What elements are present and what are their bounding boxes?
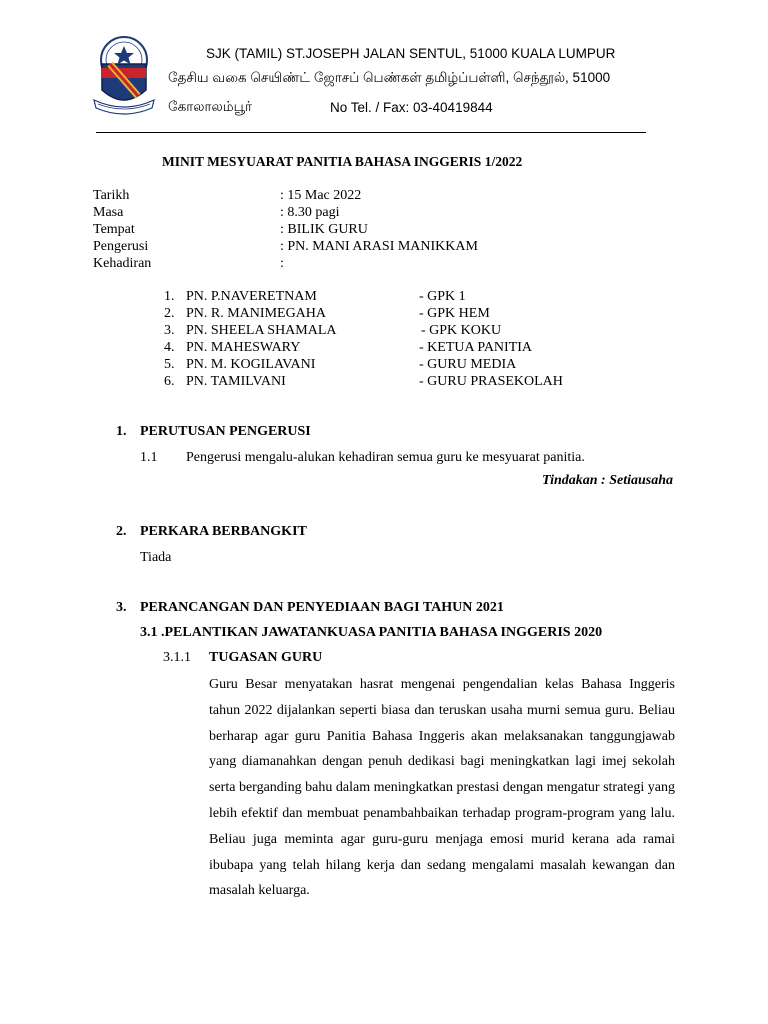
paragraph-line: melaksanakan tanggungjawab yang diamanahkan dengan penuh dedikasi xyxy=(209,728,675,770)
attendee-role: - GPK HEM xyxy=(419,306,490,321)
meta-label-tempat: Tempat xyxy=(93,222,135,237)
attendee-name: PN. M. KOGILAVANI xyxy=(186,357,316,372)
attendee-role: - GPK 1 xyxy=(419,289,466,304)
section2-heading: PERKARA BERBANGKIT xyxy=(140,524,307,539)
section1-action: Tindakan : Setiausaha xyxy=(542,473,673,488)
header-divider xyxy=(96,132,646,133)
paragraph-line: semua guru. Beliau berharap agar guru Panitia Bahasa Inggeris akan xyxy=(209,702,675,744)
school-name-english: SJK (TAMIL) ST.JOSEPH JALAN SENTUL, 51000 KUALA LUMPUR xyxy=(206,46,616,61)
meta-label-masa: Masa xyxy=(93,205,124,220)
attendee-name: PN. MAHESWARY xyxy=(186,340,301,355)
attendee-name: PN. SHEELA SHAMALA xyxy=(186,323,337,338)
section3-subsub-number: 3.1.1 xyxy=(163,650,191,665)
section3-number: 3. xyxy=(116,600,127,615)
paragraph-line: bagi meningkatkan lagi imej sekolah serta berganding bahu dalam xyxy=(209,754,676,796)
attendee-role: - GURU MEDIA xyxy=(419,357,517,372)
meta-label-tarikh: Tarikh xyxy=(93,188,130,203)
attendee-number: 4. xyxy=(164,340,175,355)
section2-number: 2. xyxy=(116,524,127,539)
meta-value-tempat: : BILIK GURU xyxy=(280,222,368,237)
section3-heading: PERANCANGAN DAN PENYEDIAAN BAGI TAHUN 2021 xyxy=(140,600,504,615)
paragraph-line: ibubapa yang telah hilang kerja dan sedang mengalami masalah kewangan xyxy=(209,857,649,873)
meta-value-masa: : 8.30 pagi xyxy=(280,205,340,220)
meta-value-tarikh: : 15 Mac 2022 xyxy=(280,188,362,203)
paragraph-line: juga meminta agar guru-guru menjaga emosi murid kerana ada ramai xyxy=(252,831,675,847)
attendee-number: 6. xyxy=(164,374,175,389)
attendee-name: PN. TAMILVANI xyxy=(186,374,286,389)
school-name-tamil-line1: தேசிய வகை செயிண்ட் ஜோசப் பெண்கள் தமிழ்ப்பள்ளி, செந்தூல், 51000 xyxy=(168,70,611,85)
attendee-number: 5. xyxy=(164,357,175,372)
paragraph-line: membuat penambahbaikan terhadap program-program yang lalu. Beliau xyxy=(209,805,675,847)
paragraph-line: Inggeris tahun 2022 dijalankan seperti biasa dan teruskan usaha murni xyxy=(209,677,676,718)
school-crest-logo xyxy=(88,34,160,120)
document-title: MINIT MESYUARAT PANITIA BAHASA INGGERIS 1/2022 xyxy=(162,154,523,169)
attendee-role: - KETUA PANITIA xyxy=(419,340,533,355)
section3-subsub-heading: TUGASAN GURU xyxy=(209,650,323,665)
attendee-name: PN. P.NAVERETNAM xyxy=(186,289,317,304)
attendee-number: 3. xyxy=(164,323,175,338)
attendee-role: - GPK KOKU xyxy=(421,323,502,338)
tugasan-guru-paragraph xyxy=(209,672,675,904)
section1-heading: PERUTUSAN PENGERUSI xyxy=(140,424,311,439)
section1-item-number: 1.1 xyxy=(140,450,158,465)
section1-number: 1. xyxy=(116,424,127,439)
phone-fax: No Tel. / Fax: 03-40419844 xyxy=(330,100,493,115)
attendee-number: 2. xyxy=(164,306,175,321)
meta-value-pengerusi: : PN. MANI ARASI MANIKKAM xyxy=(280,239,478,254)
meta-label-pengerusi: Pengerusi xyxy=(93,239,149,254)
paragraph-line: dan masalah keluarga. xyxy=(209,857,675,899)
attendee-role: - GURU PRASEKOLAH xyxy=(419,374,563,389)
paragraph-line: Guru Besar menyatakan hasrat mengenai pengendalian kelas Bahasa xyxy=(209,677,622,692)
attendee-name: PN. R. MANIMEGAHA xyxy=(186,306,327,321)
paragraph-line: meningkatkan prestasi dengan mengatur strategi yang lebih efektif dan xyxy=(209,780,676,821)
school-name-tamil-line2: கோலாலம்பூர் xyxy=(168,99,253,114)
meta-value-kehadiran: : xyxy=(280,256,284,271)
attendee-number: 1. xyxy=(164,289,175,304)
section1-item-text: Pengerusi mengalu-alukan kehadiran semua guru ke mesyuarat panitia. xyxy=(186,450,585,465)
section3-subheading: 3.1 .PELANTIKAN JAWATANKUASA PANITIA BAHASA INGGERIS 2020 xyxy=(140,625,603,640)
section2-body: Tiada xyxy=(140,550,172,565)
meta-label-kehadiran: Kehadiran xyxy=(93,256,152,271)
